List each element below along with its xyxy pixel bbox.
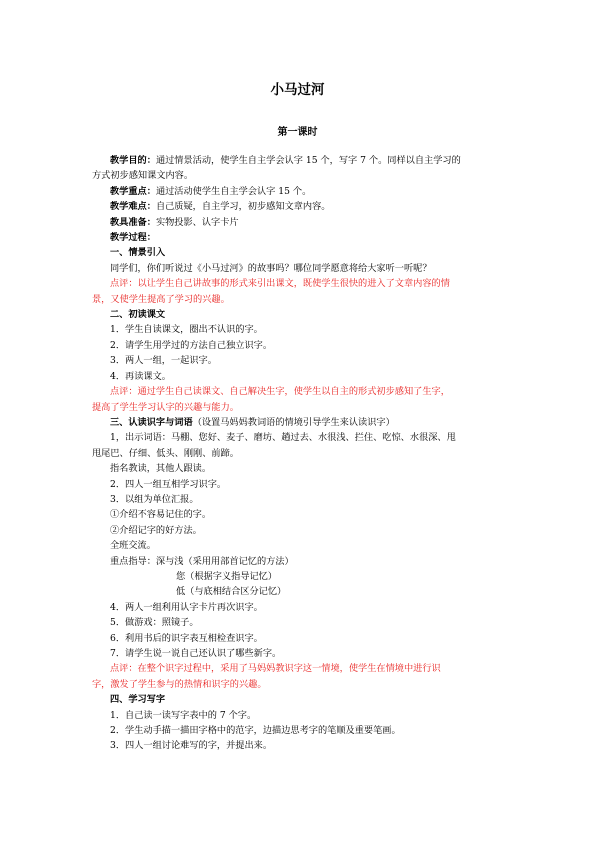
section-3-item-7: 7．请学生说一说自己还认识了哪些新字。 bbox=[110, 648, 282, 659]
section-4-heading: 四、学习写字 bbox=[110, 694, 166, 706]
tools-label: 教具准备： bbox=[110, 216, 156, 228]
difficulty-label: 教学难点： bbox=[110, 201, 156, 213]
section-3-sub-1: ①介绍不容易记住的字。 bbox=[110, 509, 212, 521]
section-2-comment-2: 提高了学生学习认字的兴趣与能力。 bbox=[92, 401, 239, 413]
tools-text: 实物投影、认字卡片 bbox=[155, 216, 239, 228]
tools-line bbox=[92, 215, 514, 230]
section-2-item-2: 2．请学生用学过的方法自己独立识字。 bbox=[110, 339, 273, 351]
section-3-sub-2: ②介绍记字的好方法。 bbox=[110, 524, 202, 536]
difficulty-line bbox=[92, 199, 514, 214]
section-2-item-3: 3．两人一组，一起识字。 bbox=[110, 355, 217, 367]
lesson-body bbox=[92, 153, 514, 754]
section-3-heading: 三、认读识字与词语 bbox=[110, 416, 193, 428]
section-2-item-4: 4．再读课文。 bbox=[110, 370, 171, 382]
section-3-item-6: 6．利用书后的识字表互相检查识字。 bbox=[110, 632, 263, 644]
key-label: 教学重点： bbox=[110, 185, 156, 197]
section-4-item-3: 3．四人一组讨论难写的字，并提出来。 bbox=[110, 740, 273, 752]
process-label: 教学过程： bbox=[110, 232, 156, 244]
section-1-comment-2: 景，又使学生提高了学习的兴趣。 bbox=[92, 293, 230, 305]
section-3-item-4: 4．两人一组利用认字卡片再次识字。 bbox=[110, 601, 263, 613]
lesson-subtitle: 第一课时 bbox=[277, 127, 318, 138]
section-2-item-1: 1．学生自读课文，圈出不认识的字。 bbox=[110, 324, 263, 336]
section-3-guide-3: 低（与底相结合区分记忆） bbox=[176, 586, 287, 598]
section-2-comment: 点评：通过学生自己读课文、自己解决生字，使学生以自主的形式初步感知了生字， bbox=[110, 386, 450, 398]
key-text: 通过活动使学生自主学会认字 15 个。 bbox=[155, 185, 312, 197]
section-3-read: 指名教读，其他人跟读。 bbox=[110, 463, 212, 475]
section-1-heading: 一、情景引入 bbox=[110, 247, 166, 259]
section-3-guide-2: 您（根据字义指导记忆） bbox=[176, 570, 278, 582]
section-3-comment-2: 字，激发了学生参与的热情和识字的兴趣。 bbox=[92, 678, 267, 690]
section-3-guide-1: 重点指导：深与浅（采用用部首记忆的方法） bbox=[110, 555, 294, 567]
section-2-heading: 二、初读课文 bbox=[110, 309, 166, 321]
section-4-item-1: 1．自己读一读写字表中的 7 个字。 bbox=[110, 709, 257, 721]
section-3-item-2: 2．四人一组互相学习识字。 bbox=[110, 478, 227, 490]
difficulty-text: 自己质疑，自主学习，初步感知文章内容。 bbox=[155, 201, 331, 213]
goal-label: 教学目的： bbox=[110, 155, 156, 166]
section-1-text: 同学们，你们听说过《小马过河》的故事吗？哪位同学愿意将给大家听一听呢？ bbox=[110, 262, 432, 274]
key-line bbox=[92, 184, 514, 199]
section-3-share: 全班交流。 bbox=[110, 540, 156, 552]
goal-line-2: 方式初步感知课文内容。 bbox=[92, 170, 194, 182]
section-1-comment: 点评：以让学生自己讲故事的形式来引出课文，既使学生很快的进入了文章内容的情 bbox=[110, 278, 450, 290]
section-3-item-5: 5．做游戏：照镜子。 bbox=[110, 617, 199, 629]
goal-line bbox=[92, 153, 514, 168]
section-3-item-3: 3．以组为单位汇报。 bbox=[110, 493, 199, 505]
section-3-item-1: 1，出示词语：马棚、您好、麦子、磨坊、趟过去、水很浅、拦住、吃惊、水很深、甩 bbox=[110, 432, 456, 444]
section-3-heading-note: （设置马妈妈教词语的情境引导学生来认读识字） bbox=[192, 416, 395, 428]
goal-text: 通过情景活动，使学生自主学会认字 15 个，写字 7 个。同样以自主学习的 bbox=[155, 155, 461, 166]
section-3-heading-line bbox=[92, 415, 514, 430]
page-title: 小马过河 bbox=[270, 82, 325, 98]
section-3-comment: 点评：在整个识字过程中，采用了马妈妈教识字这一情境，使学生在情境中进行识 bbox=[110, 663, 441, 675]
section-3-item-1-cont: 甩尾巴、仔细、低头、刚刚、前蹄。 bbox=[92, 447, 239, 459]
section-4-item-2: 2．学生动手描一描田字格中的范字，边描边思考字的笔顺及重要笔画。 bbox=[110, 725, 401, 737]
